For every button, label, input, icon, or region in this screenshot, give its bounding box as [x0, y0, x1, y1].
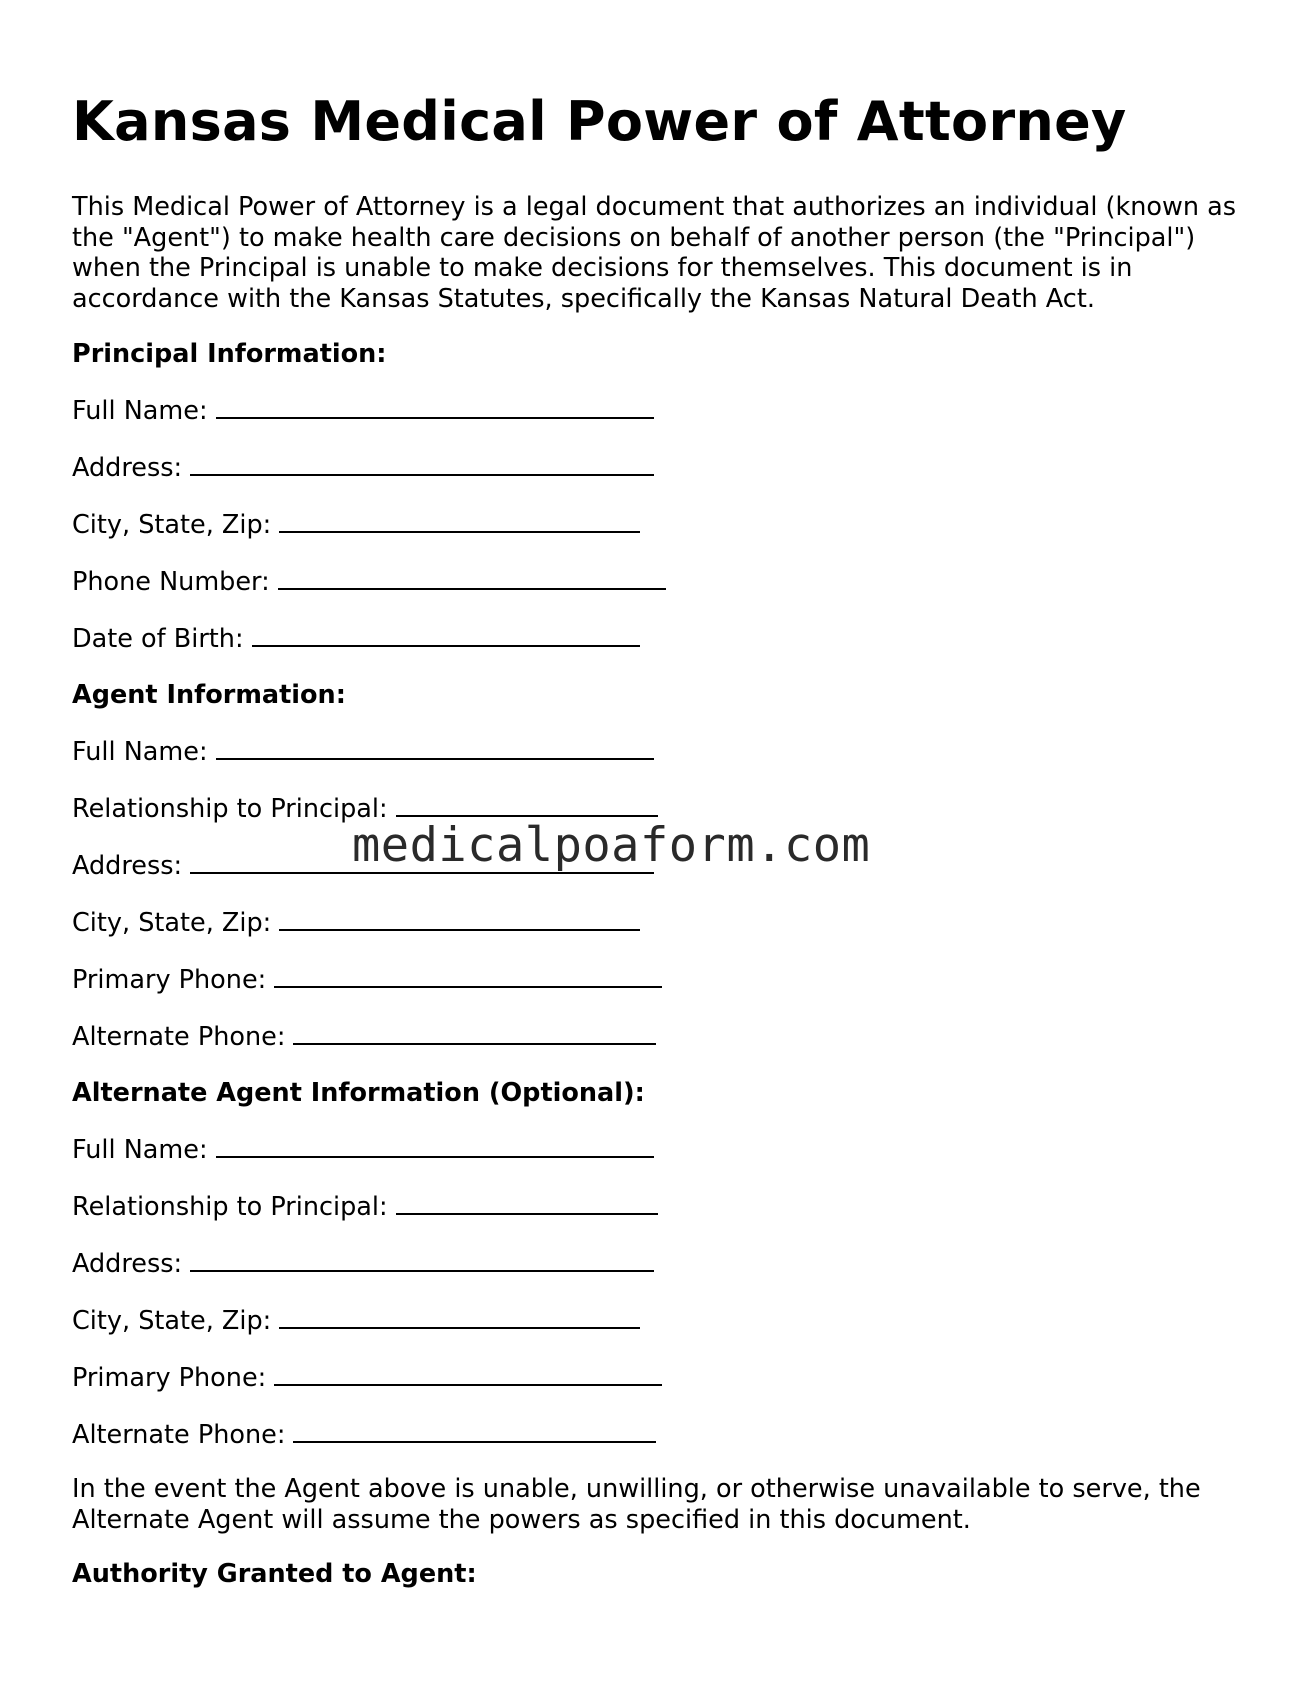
principal-full-name-row	[72, 395, 1242, 426]
alternate-agent-heading: Alternate Agent Information (Optional):	[72, 1078, 645, 1108]
principal-section	[72, 339, 1242, 654]
authority-heading: Authority Granted to Agent:	[72, 1559, 477, 1589]
alt-relationship-label: Relationship to Principal:	[72, 1192, 388, 1222]
principal-phone-field[interactable]	[278, 566, 666, 590]
agent-relationship-field[interactable]	[396, 793, 658, 817]
principal-address-row	[72, 452, 1242, 483]
alt-primary-phone-label: Primary Phone:	[72, 1363, 267, 1393]
alt-full-name-field[interactable]	[216, 1134, 654, 1158]
principal-dob-row	[72, 623, 1242, 654]
alt-full-name-label: Full Name:	[72, 1135, 208, 1165]
agent-primary-phone-row	[72, 964, 1242, 995]
agent-primary-phone-label: Primary Phone:	[72, 965, 267, 995]
agent-heading: Agent Information:	[72, 680, 346, 710]
agent-full-name-row	[72, 736, 1242, 767]
principal-city-label: City, State, Zip:	[72, 510, 272, 540]
agent-full-name-field[interactable]	[216, 736, 654, 760]
alternate-agent-section	[72, 1078, 1242, 1450]
agent-alternate-phone-field[interactable]	[293, 1021, 656, 1045]
alt-alternate-phone-label: Alternate Phone:	[72, 1420, 286, 1450]
principal-dob-label: Date of Birth:	[72, 624, 244, 654]
alt-alternate-phone-field[interactable]	[293, 1419, 656, 1443]
principal-dob-field[interactable]	[252, 623, 640, 647]
alt-city-field[interactable]	[279, 1305, 640, 1329]
intro-paragraph: This Medical Power of Attorney is a legal document that authorizes an individual (known as the "Agent") to make health care decisions on behalf of another person (the "Principal") when the Principal is unable to make decisions for themselves. This document is in accordance with the Kansas Statutes, specifically the Kansas Natural Death Act.	[72, 192, 1237, 314]
alt-address-label: Address:	[72, 1249, 183, 1279]
alternate-agent-note: In the event the Agent above is unable, unwilling, or otherwise unavailable to serve, the Alternate Agent will assume the powers as specified in this document.	[72, 1474, 1201, 1535]
alt-full-name-row	[72, 1134, 1242, 1165]
agent-address-label: Address:	[72, 851, 183, 881]
alt-alternate-phone-row	[72, 1419, 1242, 1450]
principal-address-field[interactable]	[190, 452, 654, 476]
principal-phone-row	[72, 566, 1242, 597]
agent-relationship-label: Relationship to Principal:	[72, 794, 388, 824]
alt-relationship-field[interactable]	[396, 1191, 658, 1215]
alt-primary-phone-row	[72, 1362, 1242, 1393]
principal-full-name-field[interactable]	[216, 395, 654, 419]
agent-alternate-phone-label: Alternate Phone:	[72, 1022, 286, 1052]
alt-relationship-row	[72, 1191, 1242, 1222]
watermark-text: medicalpoaform.com	[352, 818, 871, 873]
agent-city-label: City, State, Zip:	[72, 908, 272, 938]
alt-city-row	[72, 1305, 1242, 1336]
principal-city-field[interactable]	[279, 509, 640, 533]
agent-city-field[interactable]	[279, 907, 640, 931]
principal-heading: Principal Information:	[72, 339, 387, 369]
agent-full-name-label: Full Name:	[72, 737, 208, 767]
agent-city-row	[72, 907, 1242, 938]
agent-primary-phone-field[interactable]	[274, 964, 662, 988]
principal-address-label: Address:	[72, 453, 183, 483]
alt-address-row	[72, 1248, 1242, 1279]
document-title: Kansas Medical Power of Attorney	[72, 90, 1127, 153]
principal-full-name-label: Full Name:	[72, 396, 208, 426]
alt-address-field[interactable]	[190, 1248, 654, 1272]
alt-primary-phone-field[interactable]	[274, 1362, 662, 1386]
principal-phone-label: Phone Number:	[72, 567, 270, 597]
principal-city-row	[72, 509, 1242, 540]
alt-city-label: City, State, Zip:	[72, 1306, 272, 1336]
agent-alternate-phone-row	[72, 1021, 1242, 1052]
